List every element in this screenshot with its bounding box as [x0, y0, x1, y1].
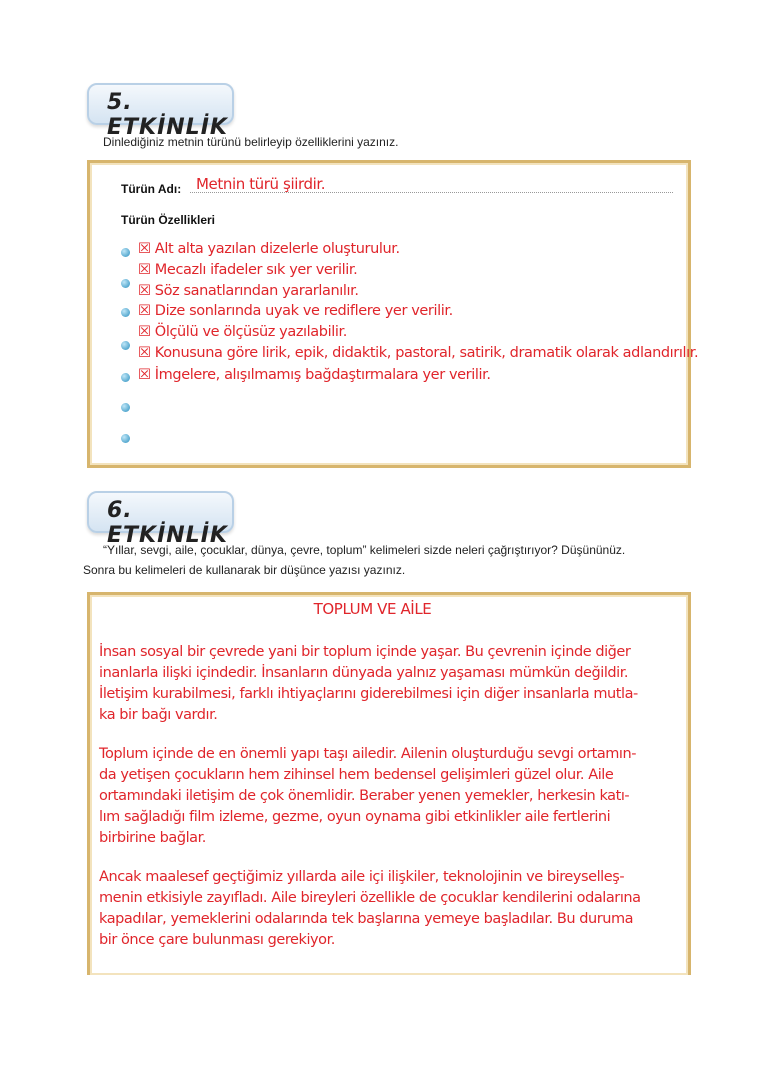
activity6-instruction-line1: “Yıllar, sevgi, aile, çocuklar, dünya, çevre, toplum” kelimeleri sizde neleri çağrıştırıyor? Düşününüz.: [103, 543, 626, 557]
essay-title: TOPLUM VE AİLE: [313, 600, 432, 618]
bullet-icon: [121, 434, 130, 443]
essay-line: ortamındaki iletişim de çok önemlidir. Beraber yenen yemekler, herkesin katı-: [99, 788, 630, 804]
activity5-instruction: Dinlediğiniz metnin türünü belirleyip özelliklerini yazınız.: [103, 135, 399, 149]
essay-line: İnsan sosyal bir çevrede yani bir toplum içinde yaşar. Bu çevrenin içinde diğer: [99, 644, 631, 660]
essay-line: bir önce çare bulunması gerekiyor.: [99, 932, 335, 948]
essay-paragraph: [99, 867, 641, 951]
activity5-badge: [87, 83, 234, 140]
feature-item: ☒ Konusuna göre lirik, epik, didaktik, pastoral, satirik, dramatik olarak adlandırılır.: [138, 345, 699, 361]
essay-line: da yetişen çocukların hem zihinsel hem bedensel gelişimleri güzel olur. Aile: [99, 767, 614, 783]
bullet-icon: [121, 279, 130, 288]
feature-item: ☒ Mecazlı ifadeler sık yer verilir.: [138, 262, 358, 278]
bullet-icon: [121, 403, 130, 412]
bullet-icon: [121, 308, 130, 317]
essay-line: inanlarla ilişki içindedir. İnsanların dünyada yalnız yaşaması mümkün değildir.: [99, 665, 629, 681]
essay-line: Toplum içinde de en önemli yapı taşı ailedir. Ailenin oluşturduğu sevgi ortamın-: [99, 746, 637, 762]
essay-line: birbirine bağlar.: [99, 830, 206, 846]
essay-line: İletişim kurabilmesi, farklı ihtiyaçlarını giderebilmesi için diğer insanlarla mutla-: [99, 686, 638, 702]
type-answer: Metnin türü şiirdir.: [196, 175, 326, 193]
feature-item: ☒ İmgelere, alışılmamış bağdaştırmalara yer verilir.: [138, 367, 491, 383]
essay-line: menin etkisiyle zayıfladı. Aile bireyleri özellikle de çocuklar kendilerini odalarına: [99, 890, 641, 906]
feature-item: ☒ Ölçülü ve ölçüsüz yazılabilir.: [138, 324, 347, 340]
essay-line: kapadılar, yemeklerini odalarında tek başlarına yemeye başladılar. Bu duruma: [99, 911, 634, 927]
essay-line: ka bir bağı vardır.: [99, 707, 218, 723]
feature-item: ☒ Dize sonlarında uyak ve rediflere yer verilir.: [138, 303, 453, 319]
activity6-title: 6. ETKİNLİK: [107, 498, 228, 548]
essay-body: [99, 642, 641, 969]
essay-paragraph: [99, 642, 641, 726]
essay-line: Ancak maalesef geçtiğimiz yıllarda aile içi ilişkiler, teknolojinin ve bireyselleş-: [99, 869, 625, 885]
type-label: Türün Adı:: [121, 182, 182, 196]
bullet-icon: [121, 248, 130, 257]
essay-paragraph: [99, 744, 641, 849]
essay-line: lım sağladığı film izleme, gezme, oyun oynama gibi etkinlikler aile fertlerini: [99, 809, 611, 825]
activity6-badge: [87, 491, 234, 548]
features-label: Türün Özellikleri: [121, 213, 216, 227]
bullet-icon: [121, 373, 130, 382]
feature-item: ☒ Söz sanatlarından yararlanılır.: [138, 283, 359, 299]
activity6-instruction-line2: Sonra bu kelimeleri de kullanarak bir düşünce yazısı yazınız.: [83, 563, 406, 577]
bullet-icon: [121, 341, 130, 350]
activity5-title: 5. ETKİNLİK: [107, 90, 228, 140]
feature-item: ☒ Alt alta yazılan dizelerle oluşturulur.: [138, 241, 400, 257]
